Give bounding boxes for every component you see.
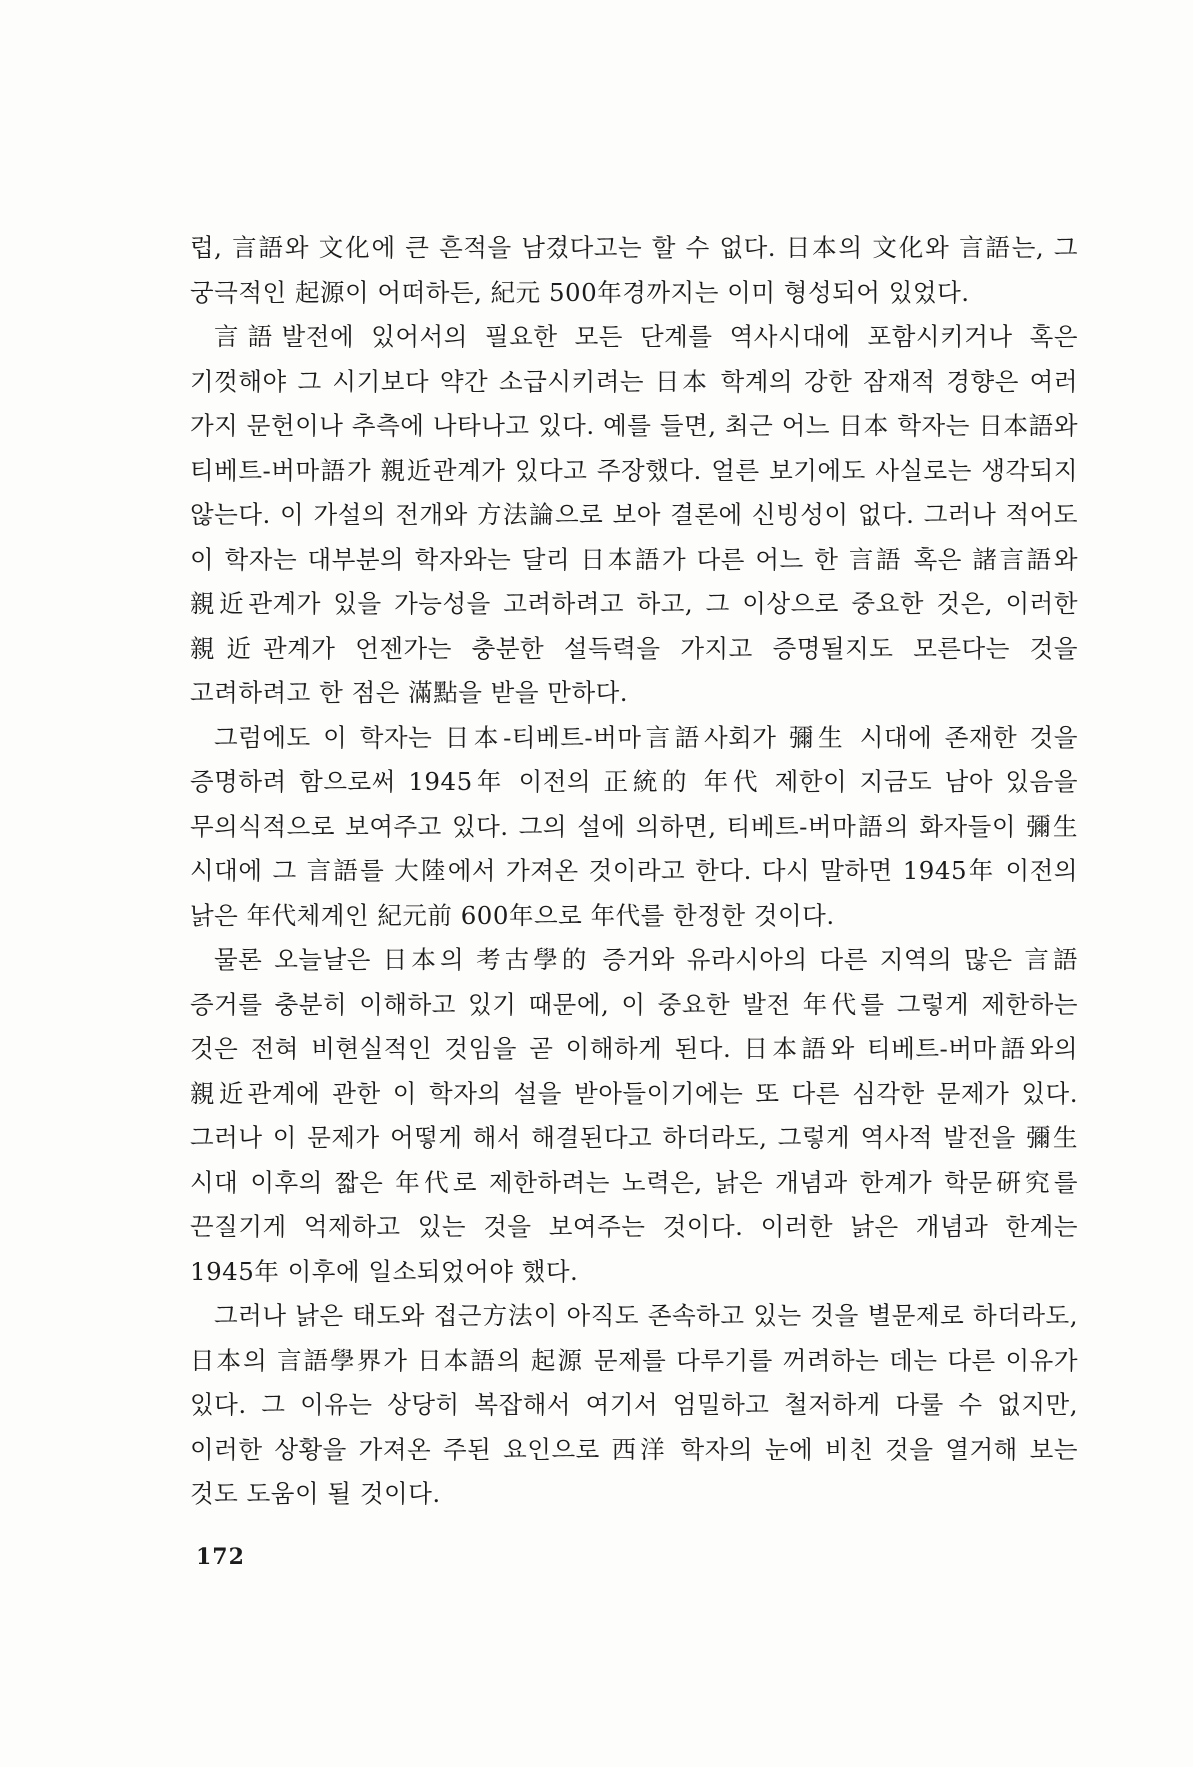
paragraph-5: 그러나 낡은 태도와 접근方法이 아직도 존속하고 있는 것을 별문제로 하더라도, 日本의 言語學界가 日本語의 起源 문제를 다루기를 꺼려하는 데는 다른 이유가 있다. 그 이유는 상당히 복잡해서 여기서 엄밀하고 철저하게 다룰 수 없지만, 이러한 상황을 가져온 주된 요인으로 西洋 학자의 눈에 비친 것을 열거해 보는 것도 도움이 될 것이다.	[190, 1301, 1078, 1508]
body-text	[190, 226, 1078, 1517]
paragraph-2: 言語발전에 있어서의 필요한 모든 단계를 역사시대에 포함시키거나 혹은 기껏해야 그 시기보다 약간 소급시키려는 日本 학계의 강한 잠재적 경향은 여러 가지 문헌이나 추측에 나타나고 있다. 예를 들면, 최근 어느 日本 학자는 日本語와 티베트-버마語가 親近관계가 있다고 주장했다. 얼른 보기에도 사실로는 생각되지 않는다. 이 가설의 전개와 方法論으로 보아 결론에 신빙성이 없다. 그러나 적어도 이 학자는 대부분의 학자와는 달리 日本語가 다른 어느 한 言語 혹은 諸言語와 親近관계가 있을 가능성을 고려하려고 하고, 그 이상으로 중요한 것은, 이러한 親近관계가 언젠가는 충분한 설득력을 가지고 증명될지도 모른다는 것을 고려하려고 한 점은 滿點을 받을 만하다.	[190, 322, 1078, 707]
paragraph-1: 럽, 言語와 文化에 큰 흔적을 남겼다고는 할 수 없다. 日本의 文化와 言語는, 그 궁극적인 起源이 어떠하든, 紀元 500年경까지는 이미 형성되어 있었다.	[190, 233, 1078, 307]
paragraph-3: 그럼에도 이 학자는 日本-티베트-버마言語사회가 彌生 시대에 존재한 것을 증명하려 함으로써 1945年 이전의 正統的 年代 제한이 지금도 남아 있음을 무의식적으로 보여주고 있다. 그의 설에 의하면, 티베트-버마語의 화자들이 彌生 시대에 그 言語를 大陸에서 가져온 것이라고 한다. 다시 말하면 1945年 이전의 낡은 年代체계인 紀元前 600年으로 年代를 한정한 것이다.	[190, 722, 1078, 930]
paragraph-4: 물론 오늘날은 日本의 考古學的 증거와 유라시아의 다른 지역의 많은 言語 증거를 충분히 이해하고 있기 때문에, 이 중요한 발전 年代를 그렇게 제한하는 것은 전혀 비현실적인 것임을 곧 이해하게 된다. 日本語와 티베트-버마語와의 親近관계에 관한 이 학자의 설을 받아들이기에는 또 다른 심각한 문제가 있다. 그러나 이 문제가 어떻게 해서 해결된다고 하더라도, 그렇게 역사적 발전을 彌生 시대 이후의 짧은 年代로 제한하려는 노력은, 낡은 개념과 한계가 학문硏究를 끈질기게 억제하고 있는 것을 보여주는 것이다. 이러한 낡은 개념과 한계는 1945年 이후에 일소되었어야 했다.	[190, 945, 1078, 1286]
page-number: 172	[196, 1544, 245, 1570]
